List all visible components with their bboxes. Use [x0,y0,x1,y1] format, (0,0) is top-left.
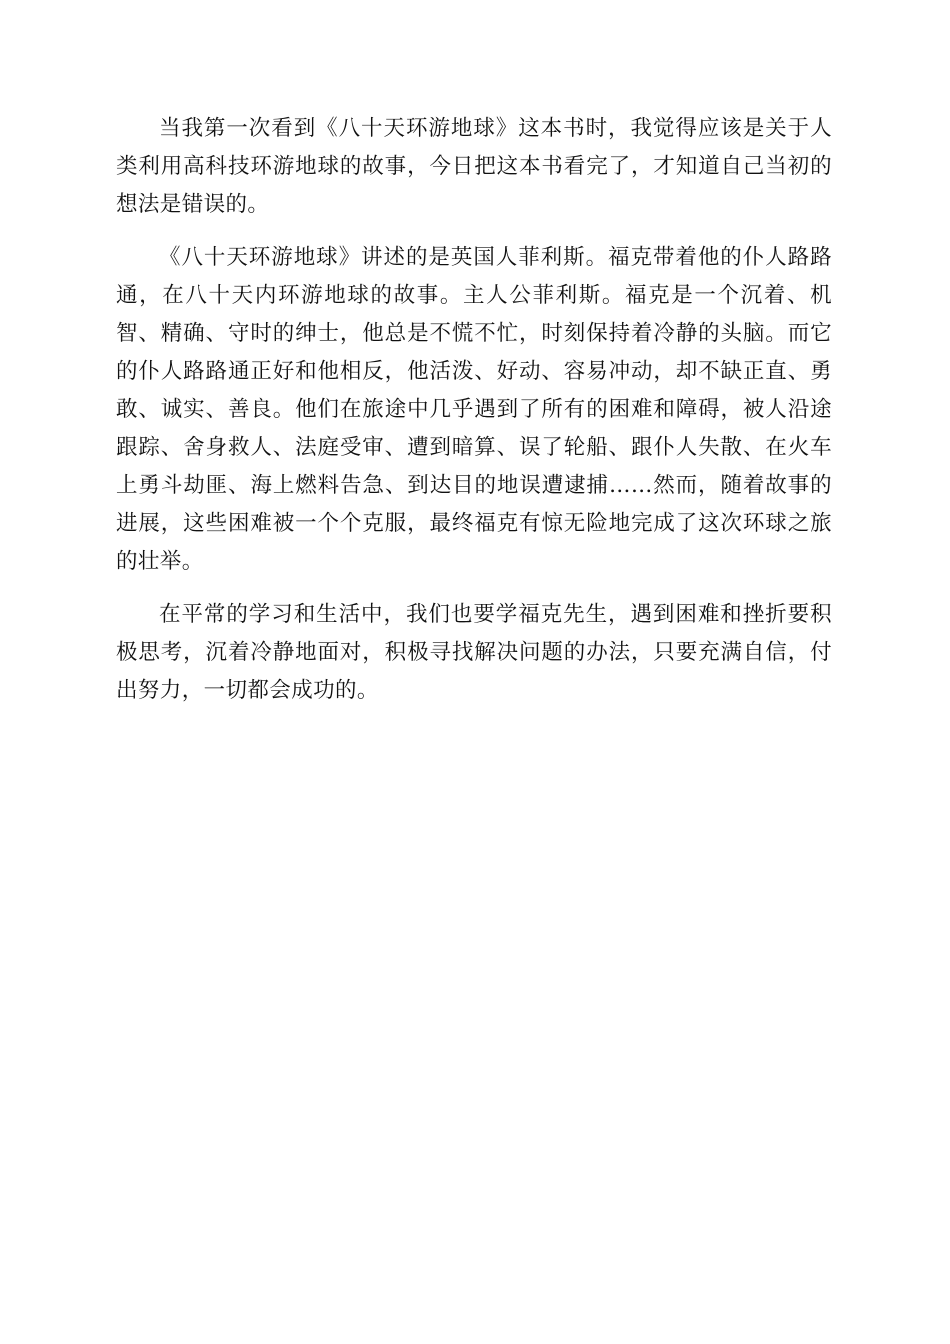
paragraph-summary: 《八十天环游地球》讲述的是英国人菲利斯。福克带着他的仆人路路通，在八十天内环游地球的故事。主人公菲利斯。福克是一个沉着、机智、精确、守时的绅士，他总是不慌不忙，时刻保持着冷静的头脑。而它的仆人路路通正好和他相反，他活泼、好动、容易冲动，却不缺正直、勇敢、诚实、善良。他们在旅途中几乎遇到了所有的困难和障碍，被人沿途跟踪、舍身救人、法庭受审、遭到暗算、误了轮船、跟仆人失散、在火车上勇斗劫匪、海上燃料告急、到达目的地误遭逮捕……然而，随着故事的进展，这些困难被一个个克服，最终福克有惊无险地完成了这次环球之旅的壮举。 [116,245,832,574]
paragraph-conclusion: 在平常的学习和生活中，我们也要学福克先生，遇到困难和挫折要积极思考，沉着冷静地面对，积极寻找解决问题的办法，只要充满自信，付出努力，一切都会成功的。 [116,602,832,703]
paragraph-intro: 当我第一次看到《八十天环游地球》这本书时，我觉得应该是关于人类利用高科技环游地球的故事，今日把这本书看完了，才知道自己当初的想法是错误的。 [116,116,832,217]
document-body [116,110,832,725]
